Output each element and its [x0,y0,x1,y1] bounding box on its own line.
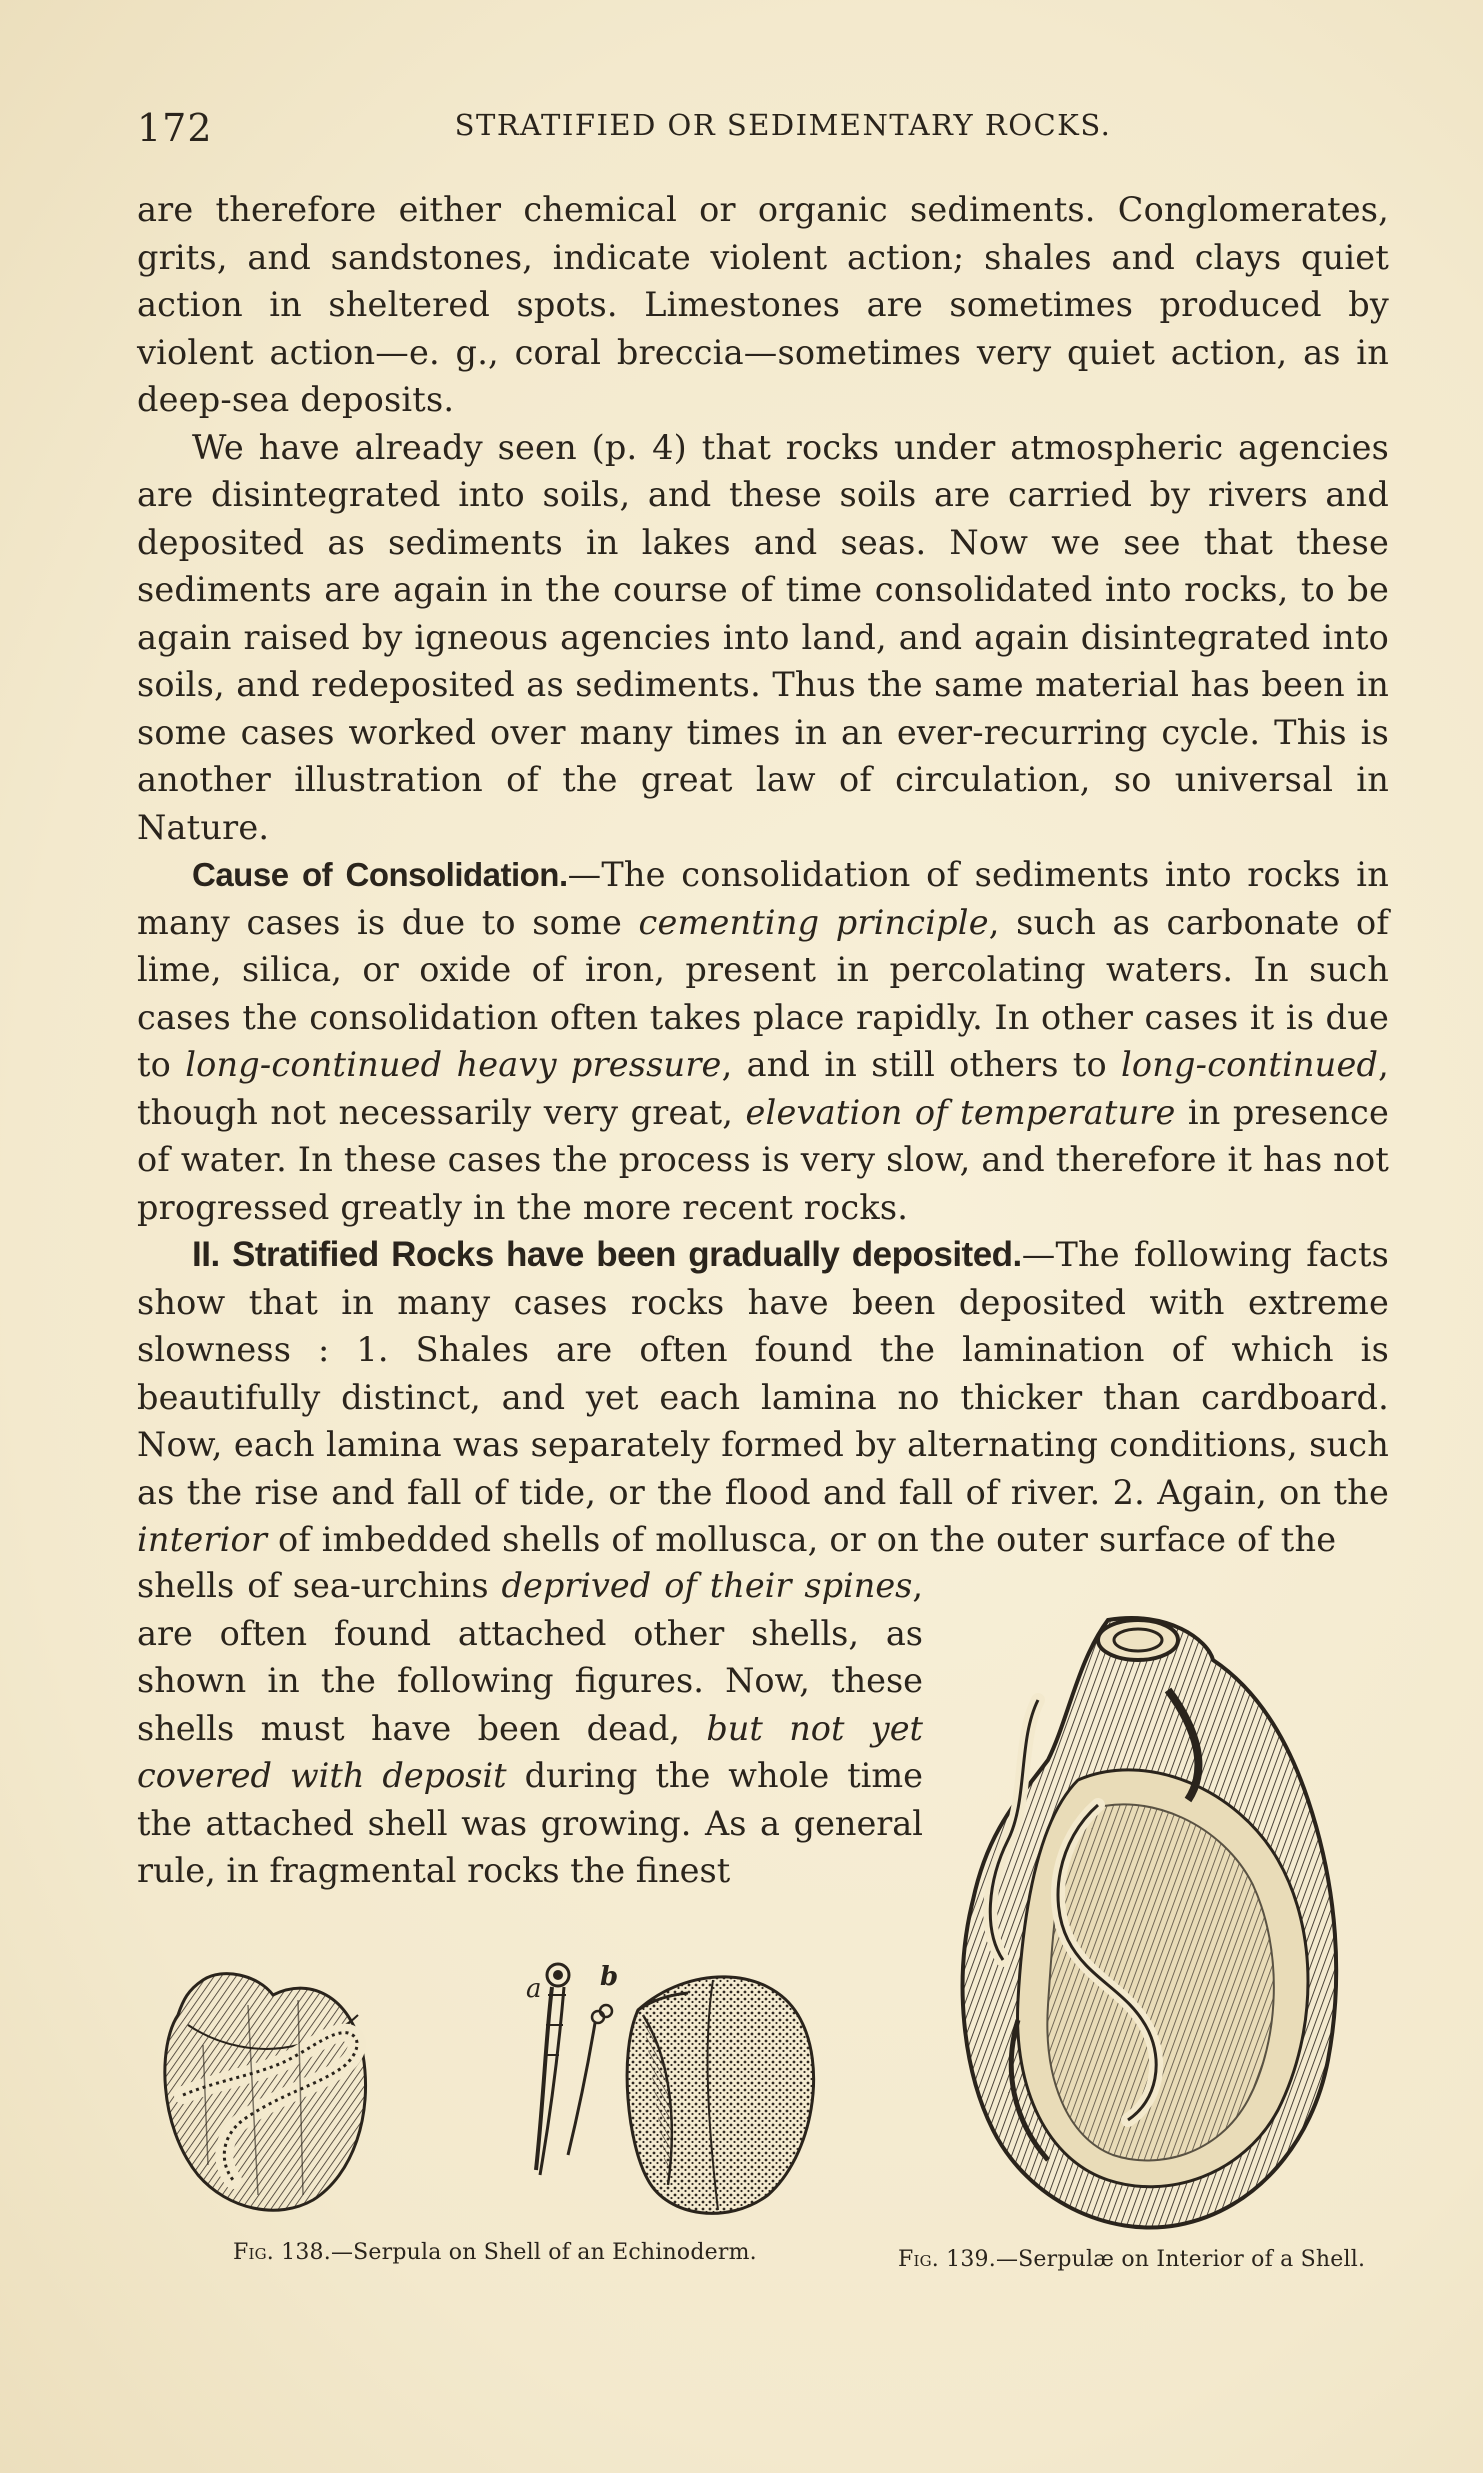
figure-letter-a: a [526,1974,542,2004]
echinoderm-illustration [148,1955,848,2235]
section-heading-consolidation: Cause of Consolidation. [192,856,568,893]
paragraph-3: Cause of Consolidation.—The consolidation of sediments into rocks in many cases is due to some cementing principle, such as carbonate of lime, silica, or oxide of iron, present in percolating waters. In such cases the consolidation often takes place rapidly. In other cases it is due to long-continued heavy pressure, and in still others to long-continued, though not necessarily very great, elevation of temperature in presence of water. In these cases the process is very slow, and therefore it has not progressed greatly in the more recent rocks. [137,855,1390,1227]
paragraph-2: We have already seen (p. 4) that rocks under atmospheric agencies are disintegrated into soils, and these soils are carried by rivers and deposited as sediments in lakes and seas. Now we see that these sediments are again in the course of time consolidated into rocks, to be again raised by igneous agencies into land, and again disintegrated into soils, and redeposited as sediments. Thus the same material has been in some cases worked over many times in an ever-recurring cycle. This is another illustration of the great law of circulation, so universal in Nature. [137,427,1389,847]
paragraph-4: II. Stratified Rocks have been gradually deposited.—The following facts show that in many cases rocks have been deposited with extreme slowness : 1. Shales are often found the lamination of which is beautifully distinct, and yet each lamina no thicker than cardboard. Now, each lamina was separately formed by alternating conditions, such as the rise and fall of tide, or the flood and fall of river. 2. Again, on the interior of imbedded shells of mollusca, or on the outer surface of the [137,1235,1389,1559]
paragraph-1: are therefore either chemical or organic sediments. Conglomerates, grits, and sandstones, indicate violent action; shales and clays quiet action in sheltered spots. Limestones are sometimes produced by violent action—e. g., coral breccia—sometimes very quiet action, as in deep-sea deposits. [137,190,1389,419]
paragraph-5-wrapped: shells of sea-urchins deprived of their spines, are often found attached other shells, as shown in the following figures. Now, these shells must have been dead, but not yet covered with deposit during the whole time the attached shell was growing. As a general rule, in fragmental rocks the finest [137,1566,923,1890]
page-number: 172 [137,106,213,150]
shell-interior-illustration [958,1600,1358,2240]
body-text [137,186,1389,1564]
figure-139 [958,1600,1358,2240]
page-header [137,100,1389,160]
figure-letter-b: b [600,1962,619,1992]
figure-139-caption: Fig. 139.—Serpulæ on Interior of a Shell. [898,2247,1366,2272]
figure-138-caption: Fig. 138.—Serpula on Shell of an Echinoderm. [233,2240,757,2265]
running-head: STRATIFIED OR SEDIMENTARY ROCKS. [454,108,1112,142]
figure-138 [148,1955,848,2235]
section-heading-stratified: II. Stratified Rocks have been gradually deposited. [192,1235,1022,1274]
